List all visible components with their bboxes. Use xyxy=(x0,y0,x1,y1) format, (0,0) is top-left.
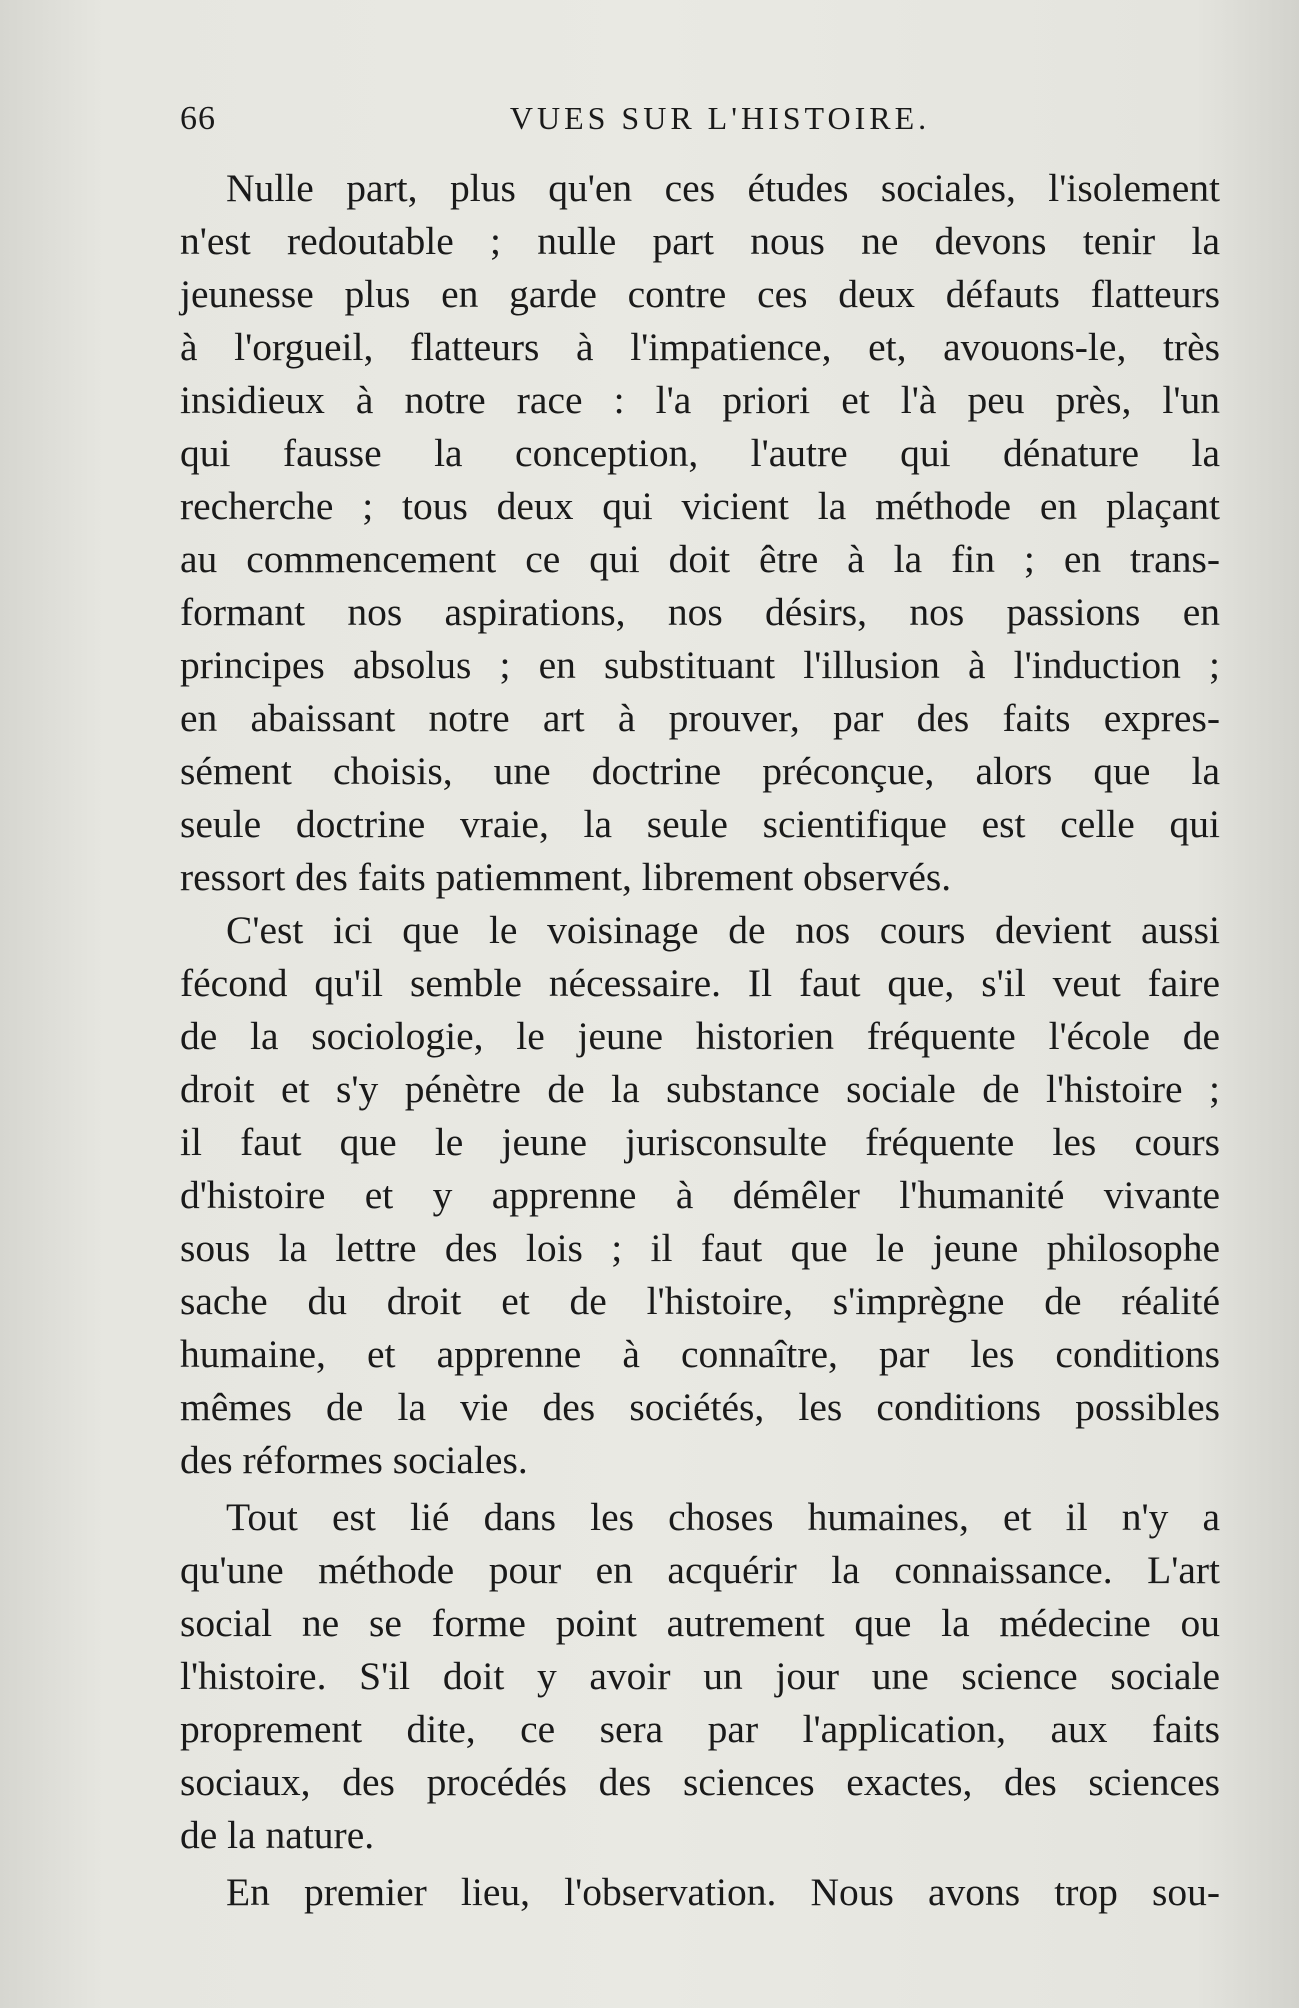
text-line: il faut que le jeune jurisconsulte fréquente les cours xyxy=(180,1120,1220,1164)
text-line: recherche ; tous deux qui vicient la méthode en plaçant xyxy=(180,484,1220,528)
text-line: droit et s'y pénètre de la substance sociale de l'histoire ; xyxy=(180,1067,1220,1111)
text-line: mêmes de la vie des sociétés, les conditions possibles xyxy=(180,1385,1220,1429)
text-line: qu'une méthode pour en acquérir la connaissance. L'art xyxy=(180,1548,1220,1592)
text-line: à l'orgueil, flatteurs à l'impatience, et, avouons-le, très xyxy=(180,325,1220,369)
text-line: C'est ici que le voisinage de nos cours devient aussi xyxy=(226,908,1220,952)
text-line: ressort des faits patiemment, librement observés. xyxy=(180,855,952,899)
body-text xyxy=(180,162,1220,1919)
text-line: jeunesse plus en garde contre ces deux défauts flatteurs xyxy=(180,272,1220,316)
text-line: de la sociologie, le jeune historien fréquente l'école de xyxy=(180,1014,1220,1058)
text-line: Nulle part, plus qu'en ces études sociales, l'isolement xyxy=(226,166,1220,210)
text-line: proprement dite, ce sera par l'application, aux faits xyxy=(180,1707,1220,1751)
running-head xyxy=(180,100,1220,150)
text-line: au commencement ce qui doit être à la fin ; en trans- xyxy=(180,537,1220,581)
text-line: En premier lieu, l'observation. Nous avons trop sou- xyxy=(226,1870,1220,1914)
text-line: social ne se forme point autrement que la médecine ou xyxy=(180,1601,1220,1645)
text-line: des réformes sociales. xyxy=(180,1438,528,1482)
text-line: de la nature. xyxy=(180,1813,375,1857)
text-line: fécond qu'il semble nécessaire. Il faut que, s'il veut faire xyxy=(180,961,1220,1005)
text-line: seule doctrine vraie, la seule scientifique est celle qui xyxy=(180,802,1220,846)
text-line: en abaissant notre art à prouver, par des faits expres- xyxy=(180,696,1220,740)
text-line: sociaux, des procédés des sciences exactes, des sciences xyxy=(180,1760,1220,1804)
text-line: insidieux à notre race : l'a priori et l'à peu près, l'un xyxy=(180,378,1220,422)
text-line: n'est redoutable ; nulle part nous ne devons tenir la xyxy=(180,219,1220,263)
text-line: sément choisis, une doctrine préconçue, alors que la xyxy=(180,749,1220,793)
text-line: d'histoire et y apprenne à démêler l'humanité vivante xyxy=(180,1173,1220,1217)
text-line: Tout est lié dans les choses humaines, et il n'y a xyxy=(226,1495,1220,1539)
text-line: sous la lettre des lois ; il faut que le jeune philosophe xyxy=(180,1226,1220,1270)
text-line: sache du droit et de l'histoire, s'imprègne de réalité xyxy=(180,1279,1220,1323)
text-line: humaine, et apprenne à connaître, par les conditions xyxy=(180,1332,1220,1376)
text-line: formant nos aspirations, nos désirs, nos passions en xyxy=(180,590,1220,634)
page-number: 66 xyxy=(180,100,216,137)
text-line: principes absolus ; en substituant l'illusion à l'induction ; xyxy=(180,643,1220,687)
running-title: VUES SUR L'HISTOIRE. xyxy=(509,100,931,136)
text-line: l'histoire. S'il doit y avoir un jour une science sociale xyxy=(180,1654,1220,1698)
text-line: qui fausse la conception, l'autre qui dénature la xyxy=(180,431,1220,475)
